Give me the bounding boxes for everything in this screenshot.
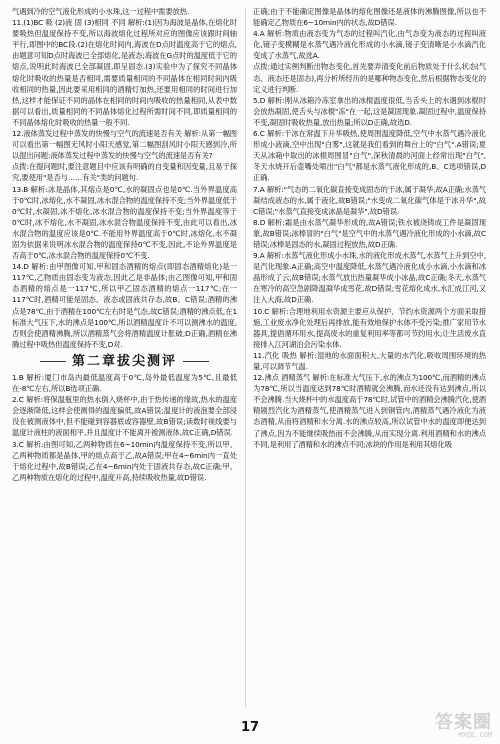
paragraph-left2-2: 3.C 解析:由图可知,乙两种物质在6~10min内温度保持不变,所以甲、乙两种物质都是晶体,甲的熔点高于乙,故A错误;甲在4~6min内一直处于熔化过程中,故B错误;乙在4~6min内处于固液共存态,故C正确;甲、乙两种物质在熔化的过程中,温度升高,持续吸收热量,故D错误.	[12, 439, 237, 482]
paragraph-left-1: 11.(1)BC 吸 (2)液 固 (3)相同 不同 解析:(1)因为海波是晶体,在熔化时要吸热但温度保持不变,所以海波熔化过程所对应的图像应该跟时间轴平行,即图中的BC段.(2)在熔化时间内,海波在D点时温度高于它的熔点,由题意可知D点时海波已全部熔化,是液态;海波在G点时的温度低于它的熔点,说明此时海波已全部凝固,即呈固态.(3)实验中为了探究不同晶体熔化时吸收的热量是否相同,需要质量相同的不同晶体在相同时间内吸收相同的热量,因此要采用相同的酒精灯加热,还要用相同的时间进行加热,这样才能保证不同的晶体在相同的时间内吸收的热量相同,从表中数据可以看出,质量相同的不同晶体熔化过程所需时间不同,即质量相同的不同晶体熔化时吸收的热量一般不同.	[12, 18, 237, 127]
paragraph-left-0: 气遇到冷的空气液化形成的小水珠,这一过程中需要放热.	[12, 7, 190, 16]
paragraph-right-0: 正确;由于不能确定图像是晶体的熔化图像还是液体的沸腾图像,所以也不能确定乙物质在6~10min内的状态,故D错误.	[253, 7, 486, 28]
paragraph-right-2: 点拨:通过实例判断出物态变化,首先要弄清变化前后物质处于什么状态(气态、液态还是固态),再分析所经历的是哪种物态变化,然后根据物态变化的定义进行判断.	[253, 62, 486, 94]
paragraph-right-9: 11.汽化 吸热 解析:湿地的水面面积大,大量的水汽化,吸收周围环境的热量,可以调节气温.	[253, 350, 486, 371]
paragraph-right-7: 9.A 解析:水蒸气液化形成小水珠,水的液化形成水蒸气,水蒸气上升到空中,是汽化现象.A正确;高空中温度降低,水蒸气遇冷液化成小水滴,小水滴和冰晶形成了云,故B错误;水蒸气放出热量凝华成小冰晶,故C正确;冬天,水蒸气在寒冷的高空急剧降温凝华成雪花,故D错误;雪花熔化成水,水汇成江河,又注入大海,故D正确.	[253, 251, 486, 305]
paragraph-left2-0: 1.B 解析:厦门市岛内最低温度高于0℃,岛外最低温度为5℃,且最低在-8℃左右,所以B选项正确.	[12, 373, 237, 394]
paragraph-right-3: 5.D 解析:刚从冰箱冷冻室拿出的冰棍温度很低,当舌头上的水遇到冰棍时会放热凝固,使舌头与冰棍"冻"在一起,这是凝固现象.凝固过程中,温度保持不变,凝固时吸收热量,放出热量;所以D正确,故选D.	[253, 95, 486, 127]
title-rule-left	[40, 361, 66, 362]
paragraph-left-2: 12.液体蒸发过程中蒸发的快慢与空气的流速是否有关 解析:从第一幅图可以看出第一幅图无风时小阳天感觉,第二幅图刮风时小阳天感到冷,所以提出问题:液体蒸发过程中蒸发的快慢与空气的流速是否有关?	[12, 129, 237, 161]
left-column	[12, 6, 237, 483]
column-divider	[245, 8, 246, 708]
paragraph-left-3: 点拨:在提问题时,要注意题目中应该有明确的自变量和因变量,且易于探究,要使用"是否与……有关"类的问题句.	[12, 162, 237, 183]
paragraph-right-10: 12.沸点 酒精蒸气 解析:在标准大气压下,水的沸点为100℃,而酒精的沸点为78℃,所以当温度达到78℃时酒精就会沸腾,而水还没有达到沸点,所以不会沸腾.当大烧杯中的水温度高于78℃时,试管中的酒精会沸腾汽化,使酒精剧烈汽化为酒精蒸气,使酒精蒸气进入到铜管内,酒精蒸气遇冷液化为液态酒精,从而将酒精和水分离.水的沸点较高,所以试管中水的温度即便达到了沸点,因为不能继续吸热而不会沸腾,从而实现分离.利用酒精和水的沸点不同,是利用了酒精和水的沸点不同;冰块的作用是利用其熔化吸	[253, 373, 486, 449]
section-title	[12, 353, 237, 369]
paragraph-right-6: 8.D 解析:霜是由水蒸气凝华形成的,故A错误;铁水被浇铸成工件是凝固现象,故B错误;冰棒冒的"白气"是空气中的水蒸气遇冷液化形成的小水滴,故C错误;冰棒是固态的水,凝固过程放热,故D正确.	[253, 217, 486, 249]
paragraph-left-5: 14.D 解析:由甲图像可知,甲和固态酒精的熔点(即固态酒精熔化)是一117℃,乙物质由固态变为液态,因此乙是非晶体;由乙图像可知,甲和固态酒精的熔点是一117℃,所以甲乙固态酒精的熔点一117℃;在一117℃时,酒精可能是固态、液态或固液共存态,故B、C错误;酒精的沸点是78℃,由于酒精在100℃左右时是气态,故C错误;酒精的沸点低,在1标准大气压下,水的沸点是100℃,所以酒精温度计不可以测沸水的温度,否则会使酒精沸腾,所以酒精蒸气会将酒精温度计胀破;D正确,酒精在沸腾过程中吸热但温度保持不变,D对.	[12, 262, 237, 349]
paragraph-right-4: 6.C 解析:干冰在常温下升华吸热,使周围温度降低,空气中水蒸气遇冷液化形成小液滴,空中出现"白雾",这就是我们看到的舞台上的"白气".A错误;夏天从冰箱中取出的冰棍周围冒"白气",深秋清晨的河面上经常出现"白气",冬天水烧开后壶嘴处喷出"白气"都是水蒸气液化形成的,B、C选项错误,D正确.	[253, 129, 486, 183]
right-column	[253, 6, 486, 450]
paragraph-right-5: 7.A 解析:"气态的二氧化碳直接变成固态的干冰,属于凝华,故A正确;水蒸气凝结成液态的水,属于液化,故B错误;"水变成二氧化碳气体是干冰升华",故C错误;"水蒸气直接变成冰晶是凝华",故D错误.	[253, 184, 486, 216]
section-title-text: 第二章拔尖测评	[71, 353, 177, 369]
page-number: 17	[240, 720, 260, 735]
paragraph-left2-1: 2.C 解析:将保温瓶里的热水倒入烧杯中,由于热传递的缘故,热水的温度会逐渐降低,这样会使测得的温度偏低,故A错误;温度计的液泡要全部浸没在被测液体中,但不能碰到容器底或容器壁,故B错误;读数时视线要与温度计液柱的液面相平,并且温度计不能离开被测液体,故C正确,D错误.	[12, 395, 237, 438]
watermark-url: MXQE.COM	[458, 731, 492, 739]
title-rule-right	[183, 361, 209, 362]
paragraph-left-4: 13.B 解析:冰是晶体,其熔点是0℃,水的凝固点也是0℃.当外界温度高于0℃时,冰熔化,水不凝固,冰水混合物的温度保持不变;当外界温度低于0℃时,水凝固,冰不熔化,冰水混合物的温度保持不变;当外界温度等于0℃时,冰不熔化,水不凝固,冰水混合物温度保持不变,由此可以看出,冰水混合物的温度应该是0℃.不能用外界温度高于0℃时,冰熔化,水不凝固为依据来说明冰水混合物的温度保持0℃不变,因此,不论外界温度是否高于0℃,冰水混合物的温度保持0℃不变.	[12, 184, 237, 261]
paragraph-right-8: 10.C 解析:合理地利用水资源主要应从保护、节约水资源两个方面采取措施,工业废水净化处理后再排放,能有效地保护水体不受污染;推广家用节水器具,提倡循环用水,提高废水的重复利用率等都可节约用水;让生活废水直接排入江河湖泊会污染水体.	[253, 306, 486, 349]
watermark-logo: 答案圈	[435, 712, 492, 733]
paragraph-right-1: 4.A 解析:物质由液态变为气态的过程叫汽化,由气态变为液态的过程叫液化,镜子变模糊是水蒸气遇冷液化形成的小水滴,镜子变清晰是小水滴汽化变成了水蒸气,故选A.	[253, 29, 486, 61]
